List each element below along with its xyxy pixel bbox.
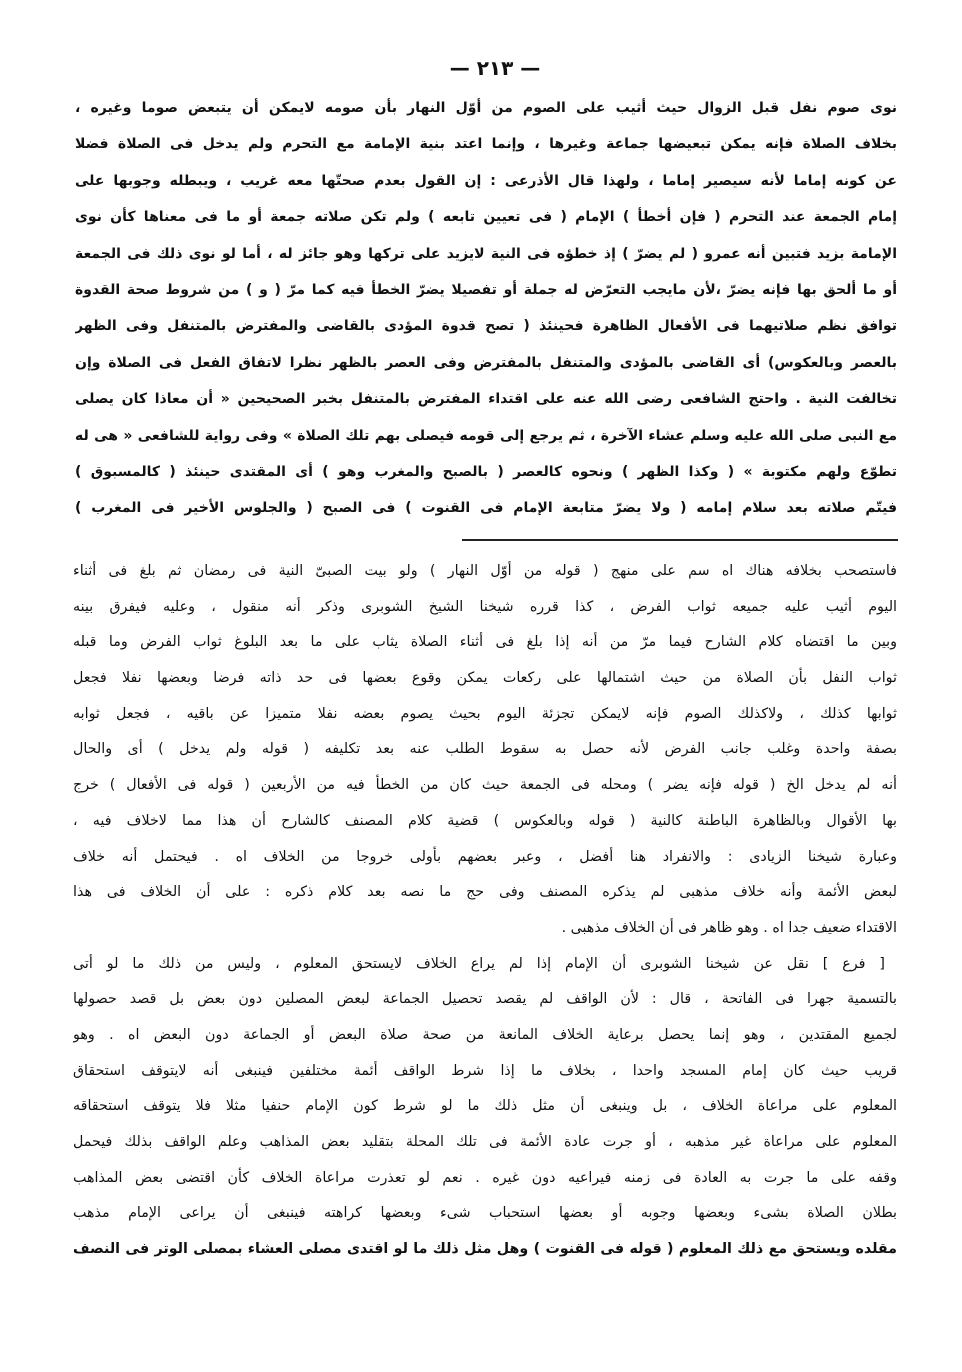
- main-text-line: تطوّع ولهم مكتوبة » ( وكذا الظهر ) ونحوه كالعصر ( بالصبح والمغرب وهو ) أى المقتدى حينئذ ( كالمسبوق ): [75, 463, 897, 480]
- footnote-line: المعلوم على مراعاة الخلاف ، بل وينبغى أن مثل ذلك ما لو شرط كون الإمام حنفيا مثلا فلا يتوقف استحقاقه: [73, 1098, 897, 1115]
- footnote-line: لبعض الأئمة وأنه خلاف مذهبى لم يذكره المصنف وفى حج ما نصه بعد كلام ذكره : على أن الخلاف فى هذا: [73, 884, 897, 901]
- main-text-line: أو ما ألحق بها فإنه يضرّ ،لأن مايجب التعرّض له جملة أو تفصيلا يضرّ الخطأ فيه كما مرّ ( و ) من شروط صحة القدوة: [75, 281, 897, 298]
- footnote-line: لجميع المقتدين ، وهو إنما يحصل برعاية الخلاف المانعة من صحة صلاة البعض أو الجماعة دون البعض اه . وهو: [73, 1026, 897, 1043]
- main-text: [75, 90, 897, 527]
- footnote-line: الاقتداء ضعيف جدا اه . وهو ظاهر فى أن الخلاف مذهبى .: [561, 919, 897, 936]
- footnote-line: ثواب النفل بأن الصلاة من حيث اشتمالها على ركعات يمكن وقوع بعضها فى حد ذاته فرضا وبعضها نفلا فجعل: [73, 670, 897, 687]
- footnote-line: وقفه على ما جرت به العادة فى زمنه فيراعيه دون غيره . نعم لو تعذرت مراعاة الخلاف كأن اقتضى بعض المذاهب: [73, 1169, 897, 1186]
- footnote-line: ثوابها كذلك ، ولاكذلك الصوم فإنه لايمكن تجزئة اليوم بحيث يصوم بعضه نفلا متميزا عن باقيه ، فجعل ثوابه: [73, 705, 897, 722]
- footnote-separator: [462, 539, 898, 541]
- main-text-line: تخالفت النية . واحتج الشافعى رضى الله عنه على اقتداء المفترض بالمتنفل بخبر الصحيحين « أن معاذا كان يصلى: [75, 391, 897, 408]
- footnotes: [73, 554, 897, 1268]
- page-number: — ٢١٣ —: [449, 56, 541, 80]
- main-text-line: توافق نظم صلاتيهما فى الأفعال الظاهرة فحينئذ ( تصح قدوة المؤدى بالقاضى والمفترض بالمتنفل وفى الظهر: [75, 318, 897, 335]
- main-text-line: الإمامة بزيد فتبين أنه عمرو ( لم يضرّ ) إذ خطؤه فى النية لايزيد على تركها وهو جائز له ، أما لو نوى ذلك فى الجمعة: [75, 245, 897, 262]
- footnote-line: قريب حيث كان إمام المسجد واحدا ، بخلاف ما إذا شرط الواقف أئمة مختلفين فينبغى أنه لايتوقف استحقاق: [73, 1062, 897, 1079]
- footnote-line: [ فرع ] نقل عن شيخنا الشوبرى أن الإمام إذا لم يراع الخلاف لايستحق المعلوم ، وليس من ذلك ما لو أتى: [73, 955, 885, 972]
- footnote-line: وعبارة شيخنا الزيادى : والانفراد هنا أفضل ، وعبر بعضهم بأولى خروجا من الخلاف اه . فيحتمل أنه خلاف: [73, 848, 897, 865]
- main-text-line: بالعصر وبالعكوس) أى القاضى بالمؤدى والمتنفل بالمفترض وفى العصر بالظهر نظرا لاتفاق الفعل فى الصلاة وإن: [75, 354, 897, 371]
- main-text-line: بخلاف الصلاة فإنه يمكن تبعيضها جماعة وغيرها ، وإنما اعتد بنية الإمامة مع التحرم ولم يدخل فى الصلاة فضلا: [75, 136, 897, 153]
- footnote-line: المعلوم على مراعاة غير مذهبه ، أو جرت عادة الأئمة فى تلك المحلة بتقليد بعض المذاهب وعلم الواقف بذلك فيحمل: [73, 1134, 897, 1150]
- footnote-line: بالتسمية جهرا فى الفاتحة ، قال : لأن الواقف لم يقصد تحصيل الجماعة لبعض المصلين دون بعض بل قصد حصولها: [73, 991, 897, 1008]
- main-text-line: نوى صوم نفل قبل الزوال حيث أثيب على الصوم من أوّل النهار بأن صومه لايمكن أن يتبعض صوما وغيره ،: [75, 100, 897, 116]
- main-text-line: إمام الجمعة عند التحرم ( فإن أخطأ ) الإمام ( فى تعيين تابعه ) ولم تكن صلاته جمعة أو ما فى معناها كأن نوى: [75, 209, 897, 226]
- main-text-line: مع النبى صلى الله عليه وسلم عشاء الآخرة ، ثم يرجع إلى قومه فيصلى بهم تلك الصلاة » وفى رواية للشافعى « هى له: [75, 427, 897, 444]
- footnote-line: اليوم أثيب عليه جميعه ثواب الفرض ، كذا قرره شيخنا الشيخ الشوبرى وذكر أنه منقول ، وعليه فيفرق بينه: [73, 598, 897, 615]
- footnote-line: وبين ما اقتضاه كلام الشارح فيما مرّ من أنه إذا بلغ فى أثناء الصلاة يثاب على ما بعد البلوغ ثواب الفرض وما قبله: [73, 634, 897, 651]
- footnote-line: بصفة واحدة وغلب جانب الفرض لأنه حصل به سقوط الطلب عنه بعد تكليفه ( قوله ولم يدخل ) أى والحال: [73, 741, 897, 758]
- footnote-line: بها الأقوال وبالظاهرة الباطنة كالنية ( قوله وبالعكوس ) قضية كلام المصنف كالشارح أن هذا مما لاخلاف فيه ،: [73, 812, 897, 829]
- footnote-line: فاستصحب بخلافه هناك اه سم على منهج ( قوله من أوّل النهار ) ولو بيت الصبىّ النية فى رمضان ثم بلغ فى أثناء: [73, 563, 897, 579]
- footnote-line: بطلان الصلاة بشىء وبعضها وجوبه أو بعضها استحباب شىء وبعضها كراهته فينبغى أن يراعى الإمام مذهب: [73, 1205, 897, 1222]
- main-text-line: فيتّم صلاته بعد سلام إمامه ( ولا يضرّ متابعة الإمام فى القنوت ) فى الصبح ( والجلوس الأخير فى المغرب ): [75, 500, 897, 517]
- footnote-line: أنه لم يدخل الخ ( قوله فإنه يضر ) ومحله فى الجمعة حيث كان من الخطأ فيه من الأربعين ( قوله فى الأفعال ) خرج: [73, 777, 897, 794]
- main-text-line: عن كونه إماما لأنه سيصير إماما ، ولهذا قال الأذرعى : إن القول بعدم صحتّها معه غريب ، ويبطله وجوبها على: [75, 172, 897, 189]
- footnote-line: مقلده ويستحق مع ذلك المعلوم ( قوله فى القنوت ) وهل مثل ذلك ما لو اقتدى مصلى العشاء بمصلى الوتر فى النصف: [73, 1241, 897, 1258]
